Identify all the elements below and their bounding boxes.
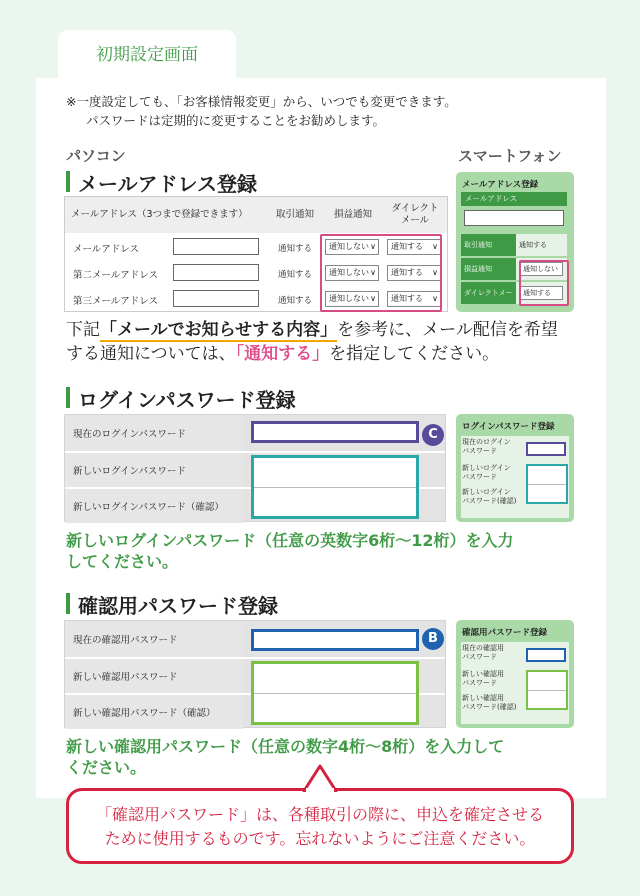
badge-b: B: [422, 628, 444, 650]
phone-row-value: 通知する: [516, 234, 567, 256]
label-pc: パソコン: [66, 147, 126, 165]
login-new-input-group: [251, 455, 419, 519]
phone-row-label: ダイレクトメール: [461, 282, 516, 304]
confirm-new-confirm-input[interactable]: [254, 694, 416, 722]
email-row-label: 第二メールアドレス: [73, 270, 159, 281]
login-current-label: 現在のログインパスワード: [65, 415, 243, 451]
pl-select-2[interactable]: 通知しない ∨: [325, 265, 379, 281]
tab-initial-settings: 初期設定画面: [58, 30, 236, 82]
email-table-header: [65, 197, 447, 233]
phone-confirm-label: 現在の確認用 パスワード: [462, 644, 504, 661]
badge-c: C: [422, 424, 444, 446]
login-instruction-line-1: 新しいログインパスワード（任意の英数字6桁～12桁）を入力: [66, 531, 514, 550]
dm-select-1[interactable]: 通知する ∨: [387, 239, 441, 255]
confirm-new-input-group: [251, 661, 419, 725]
phone-highlight-box: [519, 260, 569, 306]
login-new-confirm-input[interactable]: [254, 488, 416, 516]
trade-value: 通知する: [278, 244, 313, 254]
callout-bubble: [66, 788, 574, 864]
confirm-instruction-line-1: 新しい確認用パスワード（任意の数字4桁～8桁）を入力して: [66, 737, 505, 756]
instruction-emphasis: 「メールでお知らせする内容」: [100, 320, 338, 340]
phone-email-input[interactable]: [464, 210, 564, 226]
divider: [528, 690, 566, 691]
callout-line-2: ために使用するものです。忘れないようにご注意ください。: [104, 829, 536, 848]
trade-value: 通知する: [278, 296, 313, 306]
dm-select-3[interactable]: 通知する ∨: [387, 291, 441, 307]
email-input-2[interactable]: [173, 264, 259, 281]
phone-email-subheader: メールアドレス: [461, 192, 567, 206]
confirm-instruction: [66, 736, 504, 778]
login-instruction: [66, 530, 513, 572]
header-pl: 損益通知: [333, 209, 372, 220]
confirm-current-label: 現在の確認用パスワード: [65, 621, 243, 657]
email-input-3[interactable]: [173, 290, 259, 307]
phone-dm-select[interactable]: 通知する: [520, 286, 563, 300]
phone-confirm-current-input[interactable]: [526, 648, 566, 662]
phone-confirm-label: 新しい確認用 パスワード(確認): [462, 694, 517, 711]
phone-row: [461, 234, 567, 256]
phone-login-panel: [456, 414, 574, 522]
login-new-confirm-label: 新しいログインパスワード（確認）: [65, 489, 243, 523]
instruction-text: を参考に、メール配信を希望: [337, 320, 558, 340]
dm-select-2[interactable]: 通知する ∨: [387, 265, 441, 281]
confirm-current-input[interactable]: [251, 629, 419, 651]
phone-row-label: 取引通知: [461, 234, 516, 256]
phone-confirm-panel: [456, 620, 574, 728]
phone-row-label: 損益通知: [461, 258, 516, 280]
email-input-1[interactable]: [173, 238, 259, 255]
note: [66, 92, 457, 130]
email-section-title: メールアドレス登録: [66, 168, 257, 197]
phone-confirm-label: 新しい確認用 パスワード: [462, 670, 504, 687]
login-password-form: [64, 414, 446, 522]
divider: [528, 484, 566, 485]
pl-select-3[interactable]: 通知しない ∨: [325, 291, 379, 307]
phone-login-label: 新しいログイン パスワード(確認): [462, 488, 517, 505]
note-line-2: パスワードは定期的に変更することをお勧めします。: [86, 113, 386, 128]
login-current-input[interactable]: [251, 421, 419, 443]
phone-login-current-input[interactable]: [526, 442, 566, 456]
confirm-new-input[interactable]: [254, 664, 416, 693]
phone-confirm-title: 確認用パスワード登録: [462, 628, 548, 638]
confirm-instruction-line-2: ください。: [66, 758, 147, 777]
trade-value: 通知する: [278, 270, 313, 280]
confirm-new-confirm-label: 新しい確認用パスワード（確認）: [65, 695, 243, 729]
header-trade: 取引通知: [275, 209, 314, 220]
instruction-text: を指定してください。: [329, 344, 500, 364]
phone-login-label: 新しいログイン パスワード: [462, 464, 511, 481]
phone-login-label: 現在のログイン パスワード: [462, 438, 511, 455]
header-dm: ダイレクト メール: [391, 203, 439, 226]
pl-select-1[interactable]: 通知しない ∨: [325, 239, 379, 255]
instruction-text: する通知については、: [66, 344, 236, 364]
phone-confirm-new-inputs[interactable]: [526, 670, 568, 710]
phone-login-title: ログインパスワード登録: [462, 422, 555, 432]
confirm-new-label: 新しい確認用パスワード: [65, 659, 243, 693]
phone-email-title: メールアドレス登録: [462, 180, 539, 190]
callout-tail: [302, 764, 338, 792]
phone-email-panel: [456, 172, 574, 319]
phone-login-new-inputs[interactable]: [526, 464, 568, 504]
email-row-label: 第三メールアドレス: [73, 296, 159, 307]
note-line-1: ※一度設定しても、「お客様情報変更」から、いつでも変更できます。: [66, 94, 457, 109]
label-smartphone: スマートフォン: [458, 147, 562, 165]
confirm-section-title: 確認用パスワード登録: [66, 590, 278, 619]
callout-line-1: 「確認用パスワード」は、各種取引の際に、申込を確定させる: [95, 805, 544, 824]
instruction-highlight: 「通知する」: [235, 344, 330, 364]
email-row-label: メールアドレス: [73, 244, 140, 255]
phone-pl-select[interactable]: 通知しない: [520, 262, 563, 276]
login-section-title: ログインパスワード登録: [66, 384, 296, 413]
header-email: メールアドレス（3つまで登録できます）: [71, 209, 248, 220]
highlight-box: [320, 234, 442, 312]
instruction-text: 下記: [66, 320, 100, 340]
confirm-password-form: [64, 620, 446, 728]
login-instruction-line-2: してください。: [66, 552, 179, 571]
email-instruction: [66, 318, 558, 366]
login-new-input[interactable]: [254, 458, 416, 487]
login-new-label: 新しいログインパスワード: [65, 453, 243, 487]
